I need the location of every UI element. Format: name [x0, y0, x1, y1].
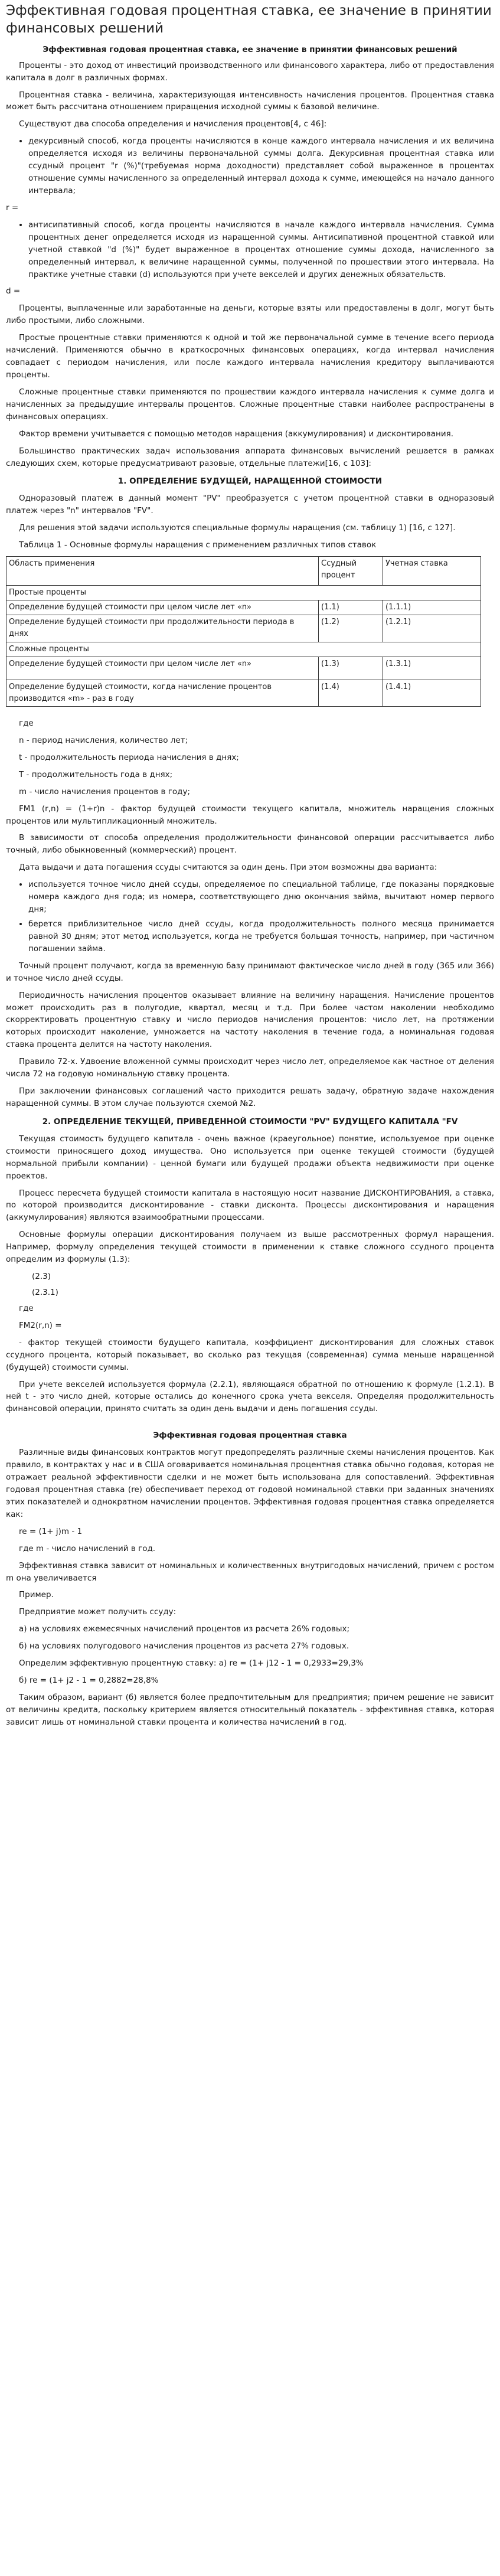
- paragraph: б) re = (1+ j2 - 1 = 0,2882=28,8%: [19, 1676, 159, 1686]
- list-item: • декурсивный способ, когда проценты начисляются в конце каждого интервала начисления и их величина определяется исходя из величины первоначальной суммы долга. Декурсивная процентная ставка или ссудный процент "r (%)"(требуемая норма доходности) представляет собой выраженное в процентах отношение суммы начисленного за определенный интервал дохода к сумме, имеющейся на начало данного интервала;: [28, 135, 494, 197]
- table-row: [6, 600, 481, 615]
- list-item: • антисипативный способ, когда проценты начисляются в начале каждого интервала начисления. Сумма процентных денег определяется исходя из наращенной суммы. Антисипативной процентной ставкой или учетной ставкой "d (%)" будет выраженное в процентах отношение суммы дохода, начисленного за определенный интервал, к величине наращенной суммы, полученной по прошествии этого интервала. На практике учетные ставки (d) используются при учете векселей и других денежных обязательств.: [28, 219, 494, 281]
- methods-list: [6, 219, 494, 281]
- table-cell: (1.1.1): [383, 600, 481, 615]
- table-row: [6, 615, 481, 642]
- paragraph: Существуют два способа определения и начисления процентов[4, с 46]:: [19, 119, 327, 129]
- paragraph: Таким образом, вариант (б) является более предпочтительным для предприятия; причем решение не зависит от величины кредита, поскольку критерием является относительный показатель - эффективная ставка, которая зависит лишь от номинальной ставки процента и количества начислений в год.: [6, 1692, 494, 1727]
- paragraph: FM2(r,n) =: [19, 1320, 62, 1330]
- paragraph: Простые процентные ставки применяются к одной и той же первоначальной сумме в течение всего периода начислений. Применяются обычно в краткосрочных финансовых операциях, когда интервал начисления совпадает с периодом начисления, или после каждого интервала начисления кредитору выплачиваются проценты.: [6, 333, 494, 380]
- paragraph: FM1 (r,n) = (1+r)n - фактор будущей стоимости текущего капитала, множитель наращения сложных процентов или мультипликационный множитель.: [6, 804, 494, 826]
- list-item: • используется точное число дней ссуды, определяемое по специальной таблице, где показаны порядковые номера каждого дня года; из номера, соответствующего дню окончания займа, вычитают номер первого дня;: [28, 879, 494, 916]
- table-group-row: [6, 586, 481, 600]
- paragraph: Для решения этой задачи используются специальные формулы наращения (см. таблицу 1) [16, с 127].: [19, 523, 456, 533]
- table-cell: (1.1): [319, 600, 383, 615]
- table-cell: Определение будущей стоимости при целом числе лет «n»: [6, 657, 319, 680]
- paragraph: Различные виды финансовых контрактов могут предопределять различные схемы начисления процентов. Как правило, в контрактах у нас и в США оговаривается номинальная процентная ставка обычно годовая, которая не отражает реальной эффективности сделки и не может быть использована для сопоставлений. Эффективная годовая процентная ставка (re) обеспечивает переход от годовой номинальной ставки при заданных значениях этих показателей и однократном начислении процентов. Эффективная годовая процентная ставка определяется как:: [6, 1448, 494, 1519]
- paragraph: Точный процент получают, когда за временную базу принимают фактическое число дней в году (365 или 366) и точное число дней ссуды.: [6, 961, 494, 983]
- table-cell: (1.4.1): [383, 680, 481, 706]
- paragraph: а) на условиях ежемесячных начислений процентов из расчета 26% годовых;: [19, 1624, 350, 1634]
- paragraph: б) на условиях полугодового начисления процентов из расчета 27% годовых.: [19, 1641, 349, 1651]
- variants-list: [6, 879, 494, 955]
- table-cell: Определение будущей стоимости при целом числе лет «n»: [6, 600, 319, 615]
- paragraph: - фактор текущей стоимости будущего капитала, коэффициент дисконтирования для сложных ставок ссудного процента, который показывает, во сколько раз текущая (современная) сумма меньше наращенной (будущей) стоимости суммы.: [6, 1337, 494, 1372]
- paragraph: Одноразовый платеж в данный момент "PV" преобразуется с учетом процентной ставки в одноразовый платеж через "n" интервалов "FV".: [6, 494, 494, 516]
- table-group-cell: Сложные проценты: [6, 642, 481, 657]
- paragraph: Определим эффективную процентную ставку: а) re = (1+ j12 - 1 = 0,2933=29,3%: [19, 1658, 364, 1669]
- paragraph: Проценты, выплаченные или заработанные на деньги, которые взяты или предоставлены в долг, могут быть либо простыми, либо сложными.: [6, 303, 494, 326]
- table-cell: (1.2): [319, 615, 383, 642]
- paragraph: При учете векселей используется формула (2.2.1), являющаяся обратной по отношению к формуле (1.2.1). В ней t - это число дней, которые остались до конечного срока учета векселя. Определяя продолжительность финансовой операции, принято считать за один день выдачи и день погашения ссуды.: [6, 1379, 494, 1414]
- table-group-row: [6, 642, 481, 657]
- paragraph: Большинство практических задач использования аппарата финансовых вычислений решается в рамках следующих схем, которые предусматривают разовые, отдельные платежи[16, с 103]:: [6, 446, 494, 468]
- methods-list: [6, 135, 494, 197]
- paragraph: Дата выдачи и дата погашения ссуды считаются за один день. При этом возможны два варианта:: [19, 863, 437, 873]
- paragraph: В зависимости от способа определения продолжительности финансовой операции рассчитывается либо точный, либо обыкновенный (коммерческий) процент.: [6, 833, 494, 856]
- formula-number: (2.3.1): [32, 1287, 58, 1297]
- paragraph: m - число начисления процентов в году;: [19, 786, 190, 796]
- formula-line: re = (1+ j)m - 1: [19, 1526, 83, 1536]
- paragraph: Проценты - это доход от инвестиций производственного или финансового характера, либо от предоставления капитала в долг в различных формах.: [6, 60, 494, 83]
- article-heading: Эффективная годовая процентная ставка, ее значение в принятии финансовых решений: [43, 44, 457, 54]
- paragraph: Основные формулы операции дисконтирования получаем из выше рассмотренных формул наращения. Например, формулу определения текущей стоимости в применении к ставке сложного ссудного процента определим из формулы (1.3):: [6, 1230, 494, 1265]
- page-title: Эффективная годовая процентная ставка, ее значение в принятии финансовых решений: [6, 3, 492, 36]
- table-header-cell: Область применения: [6, 557, 319, 586]
- table-group-cell: Простые проценты: [6, 586, 481, 600]
- table-header-cell: Учетная ставка: [383, 557, 481, 586]
- paragraph: Правило 72-х. Удвоение вложенной суммы происходит через число лет, определяемое как частное от деления числа 72 на годовую номинальную ставку процента.: [6, 1057, 494, 1079]
- table-cell: (1.3): [319, 657, 383, 680]
- table-caption: Таблица 1 - Основные формулы наращения с применением различных типов ставок: [19, 540, 377, 550]
- formula-label: r =: [6, 203, 19, 213]
- list-item: • берется приблизительное число дней ссуды, когда продолжительность полного месяца принимается равной 30 дням; этот метод используется, когда не требуется большая точность, например, при частичном погашении займа.: [28, 918, 494, 955]
- paragraph: Периодичность начисления процентов оказывает влияние на величину наращения. Начисление процентов может происходить раз в полугодие, квартал, месяц и т.д. При более частом наколении необходимо скорректировать процентную ставку и число периодов начисления процентов: число лет, на протяжении которых происходит наколение, умножается на частоту наколения в течение года, а номинальная годовая ставка процента делится на частоту наколения.: [6, 990, 494, 1050]
- paragraph: t - продолжительность периода начисления в днях;: [19, 752, 239, 762]
- formula-table: [6, 556, 481, 707]
- paragraph: Сложные процентные ставки применяются по прошествии каждого интервала начисления к сумме долга и начисленных за предыдущие интервалы процентов. Сложные процентные ставки наиболее распространены в финансовых операциях.: [6, 387, 494, 422]
- table-row: [6, 657, 481, 680]
- table-cell: (1.2.1): [383, 615, 481, 642]
- paragraph: где: [19, 1303, 34, 1313]
- section-title: 1. ОПРЕДЕЛЕНИЕ БУДУЩЕЙ, НАРАЩЕННОЙ СТОИМОСТИ: [117, 476, 383, 487]
- formula-label: d =: [6, 286, 21, 296]
- paragraph: Фактор времени учитывается с помощью методов наращения (аккумулирования) и дисконтирования.: [19, 429, 454, 439]
- paragraph: Текущая стоимость будущего капитала - очень важное (краеугольное) понятие, используемое при оценке стоимости приносящего доход имущества. Оно используется при оценке текущей стоимости (будущей нормальной прибыли компании) - ценной бумаги или будущей продажи объекта недвижимости при оценке проектов.: [6, 1134, 494, 1181]
- paragraph: n - период начисления, количество лет;: [19, 735, 188, 745]
- table-cell: Определение будущей стоимости при продолжительности периода в днях: [6, 615, 319, 642]
- paragraph: T - продолжительность года в днях;: [19, 769, 173, 779]
- paragraph: Предприятие может получить ссуду:: [19, 1607, 177, 1617]
- paragraph: где m - число начислений в год.: [19, 1543, 156, 1553]
- paragraph: Процесс пересчета будущей стоимости капитала в настоящую носит название ДИСКОНТИРОВАНИЯ, а ставка, по которой производится дисконтирование - ставки дисконта. Процессы дисконтирования и наращения (аккумулирования) являются взаимообратными процессами.: [6, 1188, 494, 1223]
- paragraph: Эффективная ставка зависит от номинальных и количественных внутригодовых начислений, причем с ростом m она увеличивается: [6, 1560, 494, 1583]
- paragraph: Процентная ставка - величина, характеризующая интенсивность начисления процентов. Процентная ставка может быть рассчитана отношением приращения исходной суммы к базовой величине.: [6, 90, 494, 112]
- table-cell: (1.3.1): [383, 657, 481, 680]
- table-header-row: [6, 557, 481, 586]
- table-row: [6, 680, 481, 706]
- formula-number: (2.3): [32, 1272, 51, 1282]
- paragraph: Пример.: [19, 1590, 54, 1600]
- paragraph: При заключении финансовых соглашений часто приходится решать задачу, обратную задаче нахождения наращенной суммы. В этом случае пользуются схемой №2.: [6, 1086, 494, 1108]
- paragraph: где: [19, 719, 34, 729]
- table-cell: Определение будущей стоимости, когда начисление процентов производится «m» - раз в году: [6, 680, 319, 706]
- table-cell: (1.4): [319, 680, 383, 706]
- section-title: 2. ОПРЕДЕЛЕНИЕ ТЕКУЩЕЙ, ПРИВЕДЕННОЙ СТОИМОСТИ "PV" БУДУЩЕГО КАПИТАЛА "FV: [42, 1116, 458, 1127]
- table-header-cell: Ссудный процент: [319, 557, 383, 586]
- section-title: Эффективная годовая процентная ставка: [153, 1431, 347, 1441]
